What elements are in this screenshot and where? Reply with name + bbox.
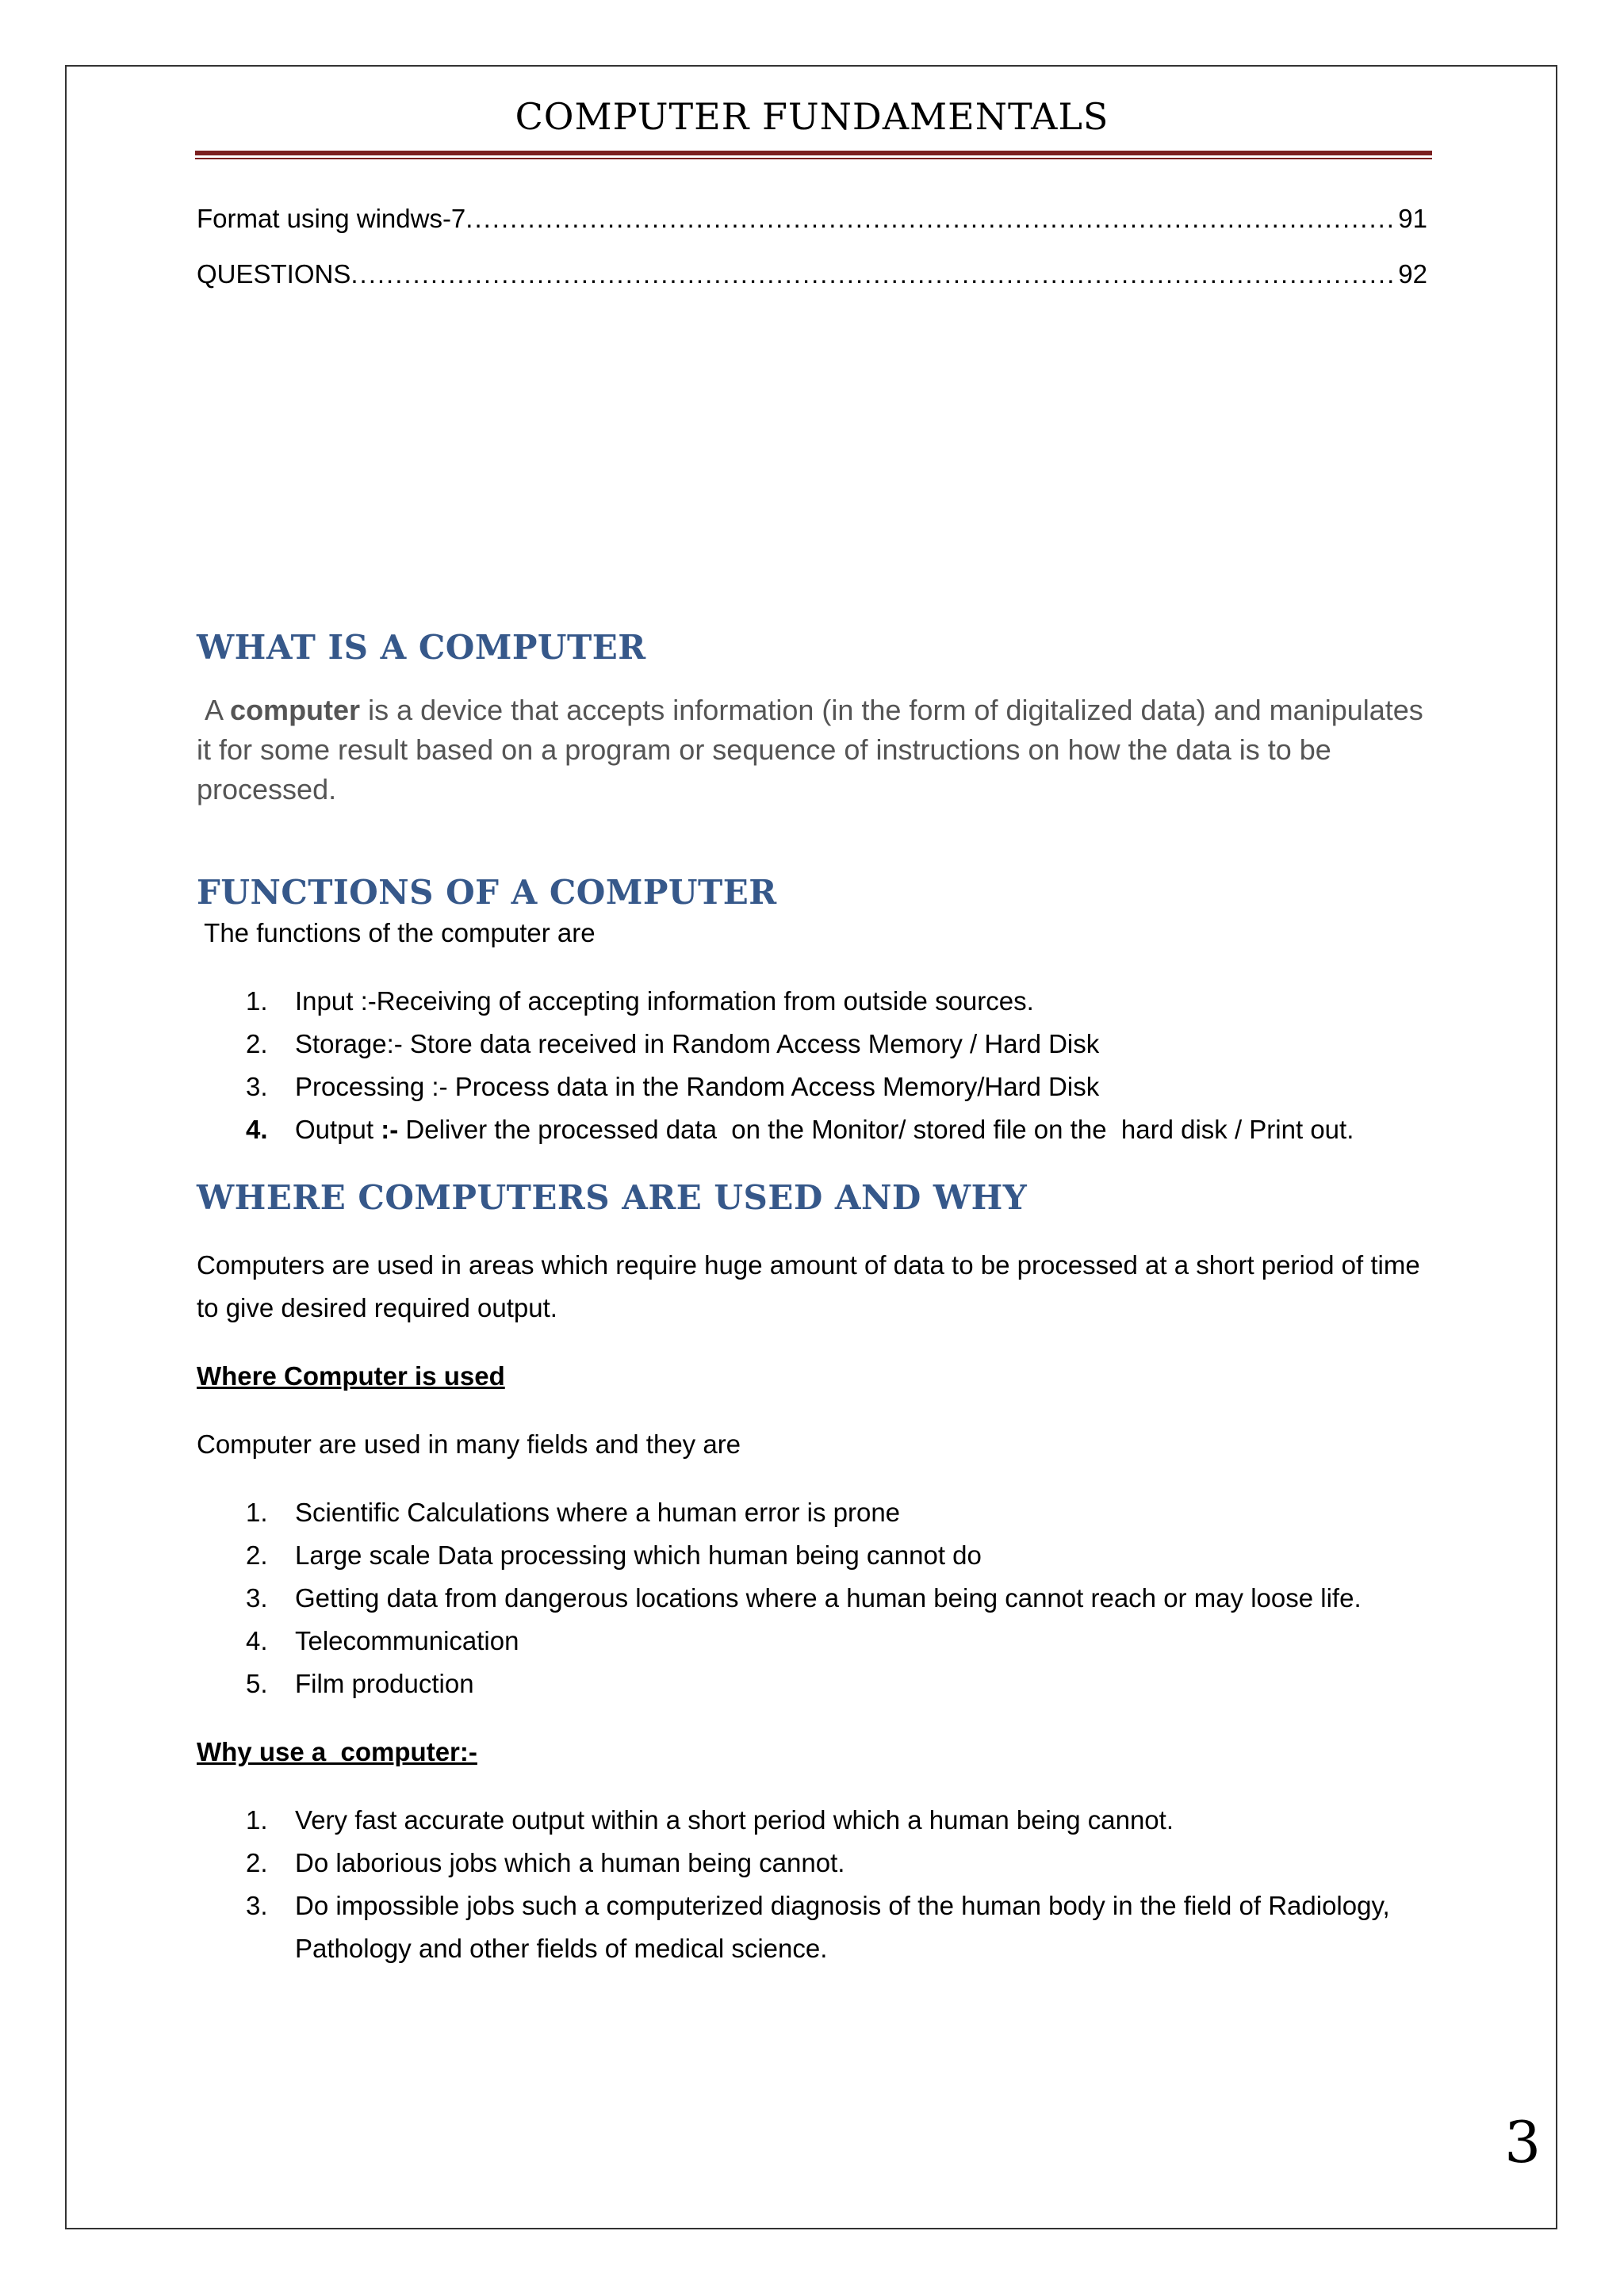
list-item (197, 1577, 1427, 1620)
list-item (197, 1620, 1427, 1663)
list-item-number: 4. (246, 1115, 268, 1144)
subheading-why-use: Why use a computer:- (197, 1737, 477, 1766)
toc-entry-title: QUESTIONS (197, 259, 351, 289)
definition-term: computer (230, 694, 361, 726)
toc-leader-dots (465, 197, 1398, 241)
list-item (197, 1491, 1427, 1534)
list-item-text: Film production (295, 1669, 474, 1698)
definition-lead: A (197, 694, 231, 726)
list-item-number: 3. (246, 1072, 268, 1101)
toc-entry-page: 92 (1398, 259, 1427, 289)
list-item (197, 1534, 1427, 1577)
list-item-label: Output (295, 1115, 381, 1144)
list-item-number: 1. (246, 1498, 268, 1527)
toc-entry-title: Format using windws-7 (197, 204, 466, 233)
toc-entry-page: 91 (1398, 204, 1427, 233)
page-content (197, 197, 1431, 1970)
list-item-text: Do impossible jobs such a computerized diagnosis of the human body in the field of Radiology, Pathology and other fields of medical science. (295, 1891, 1390, 1963)
list-item-text: Very fast accurate output within a short period which a human being cannot. (295, 1805, 1174, 1835)
why-use-list (197, 1799, 1427, 1970)
list-item-text: Storage:- Store data received in Random Access Memory / Hard Disk (295, 1029, 1100, 1058)
list-item-number: 2. (246, 1848, 268, 1877)
list-item (197, 1799, 1427, 1842)
page-number: 3 (1504, 2109, 1541, 2175)
section-heading-what-is: WHAT IS A COMPUTER (197, 628, 646, 667)
functions-intro: The functions of the computer are (197, 918, 596, 947)
functions-list (197, 980, 1427, 1151)
list-item-text: Do laborious jobs which a human being cannot. (295, 1848, 845, 1877)
subheading-where-used: Where Computer is used (197, 1361, 505, 1391)
list-item-text: Getting data from dangerous locations where a human being cannot reach or may loose life. (295, 1583, 1362, 1613)
toc-entry[interactable] (197, 252, 1427, 297)
running-header: COMPUTER FUNDAMENTALS (515, 95, 1109, 138)
list-item-text: Scientific Calculations where a human error is prone (295, 1498, 901, 1527)
list-item-number: 5. (246, 1669, 268, 1698)
list-item-number: 3. (246, 1891, 268, 1920)
toc-entry[interactable] (197, 197, 1427, 241)
toc (197, 197, 1427, 297)
list-item-number: 1. (246, 1805, 268, 1835)
section-heading-where-used: WHERE COMPUTERS ARE USED AND WHY (197, 1178, 1028, 1217)
list-item-text: Processing :- Process data in the Random Access Memory/Hard Disk (295, 1072, 1100, 1101)
list-item-text: Large scale Data processing which human being cannot do (295, 1540, 982, 1570)
list-item-separator: :- (381, 1115, 399, 1144)
header-rule-thin (195, 158, 1432, 159)
list-item-number: 2. (246, 1029, 268, 1058)
list-item (197, 1885, 1427, 1970)
list-item (197, 1842, 1427, 1885)
section-heading-functions: FUNCTIONS OF A COMPUTER (197, 873, 777, 912)
list-item-number: 4. (246, 1626, 268, 1655)
list-item-number: 3. (246, 1583, 268, 1613)
where-used-intro: Computers are used in areas which require huge amount of data to be processed at a short period of time to give desired required output. (197, 1250, 1420, 1322)
list-item-text: Telecommunication (295, 1626, 519, 1655)
header-rule (195, 151, 1432, 155)
list-item (197, 1023, 1427, 1066)
list-item-number: 1. (246, 986, 268, 1016)
definition-paragraph (197, 691, 1431, 809)
where-used-lead: Computer are used in many fields and they are (197, 1429, 741, 1459)
list-item-text: Input :-Receiving of accepting information from outside sources. (295, 986, 1034, 1016)
list-item-text: Deliver the processed data on the Monitor/ stored file on the hard disk / Print out. (398, 1115, 1354, 1144)
definition-body: is a device that accepts information (in the form of digitalized data) and manipulates it for some result based on a program or sequence of instructions on how the data is to be processed. (197, 694, 1431, 806)
toc-leader-dots (350, 252, 1398, 297)
list-item (197, 1108, 1427, 1151)
where-used-list (197, 1491, 1427, 1705)
list-item (197, 1663, 1427, 1705)
list-item-number: 2. (246, 1540, 268, 1570)
list-item (197, 980, 1427, 1023)
list-item (197, 1066, 1427, 1108)
